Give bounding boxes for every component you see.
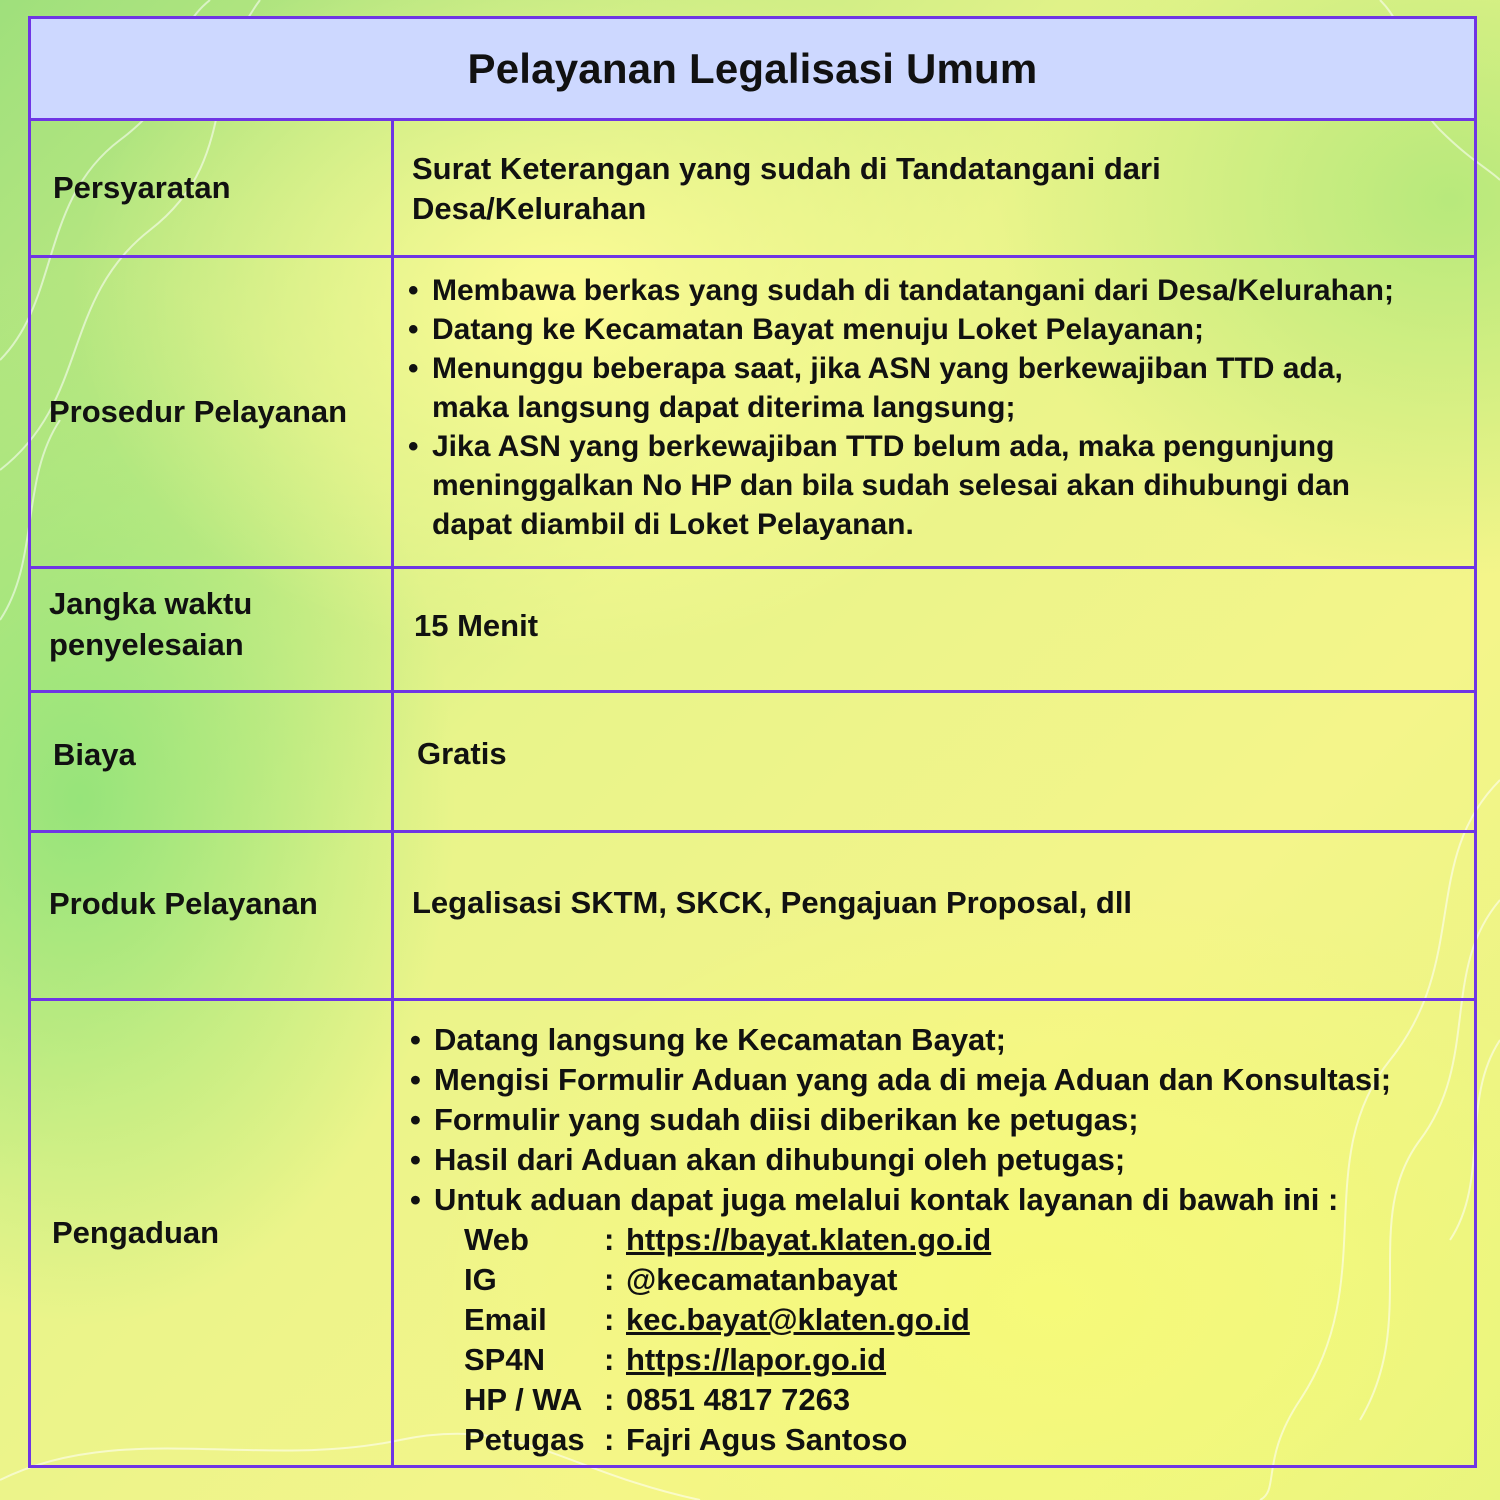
row-produk — [31, 833, 1474, 1001]
prosedur-list — [408, 271, 1460, 544]
contact-row-web — [464, 1220, 991, 1260]
list-item: • Jika ASN yang berkewajiban TTD belum ada, maka pengunjung meninggalkan No HP dan bila sudah selesai akan dihubungi dan dapat diambil di Loket Pelayanan. — [432, 427, 1460, 544]
label-biaya: Biaya — [31, 693, 394, 830]
contact-label: SP4N — [464, 1342, 545, 1377]
value-pengaduan — [394, 1001, 1474, 1465]
contact-row-email — [464, 1300, 991, 1340]
contact-separator: : — [604, 1422, 615, 1457]
list-item: • Menunggu beberapa saat, jika ASN yang berkewajiban TTD ada, maka langsung dapat diterima langsung; — [432, 349, 1460, 427]
page-title: Pelayanan Legalisasi Umum — [467, 44, 1038, 92]
row-pengaduan — [31, 1001, 1474, 1465]
contact-label: Email — [464, 1302, 547, 1337]
contact-petugas-value: Fajri Agus Santoso — [626, 1422, 908, 1457]
value-biaya: Gratis — [417, 736, 507, 772]
label-produk: Produk Pelayanan — [31, 833, 394, 998]
contact-label: HP / WA — [464, 1382, 583, 1417]
contact-label: IG — [464, 1262, 497, 1297]
contact-ig-value: @kecamatanbayat — [626, 1262, 898, 1297]
list-item: • Membawa berkas yang sudah di tandatangani dari Desa/Kelurahan; — [432, 271, 1460, 310]
list-item: • Datang ke Kecamatan Bayat menuju Loket Pelayanan; — [432, 310, 1460, 349]
label-prosedur: Prosedur Pelayanan — [31, 258, 394, 566]
list-item: • Untuk aduan dapat juga melalui kontak layanan di bawah ini : — [434, 1180, 1460, 1220]
contact-list — [464, 1220, 991, 1460]
label-persyaratan: Persyaratan — [31, 121, 394, 255]
row-biaya — [31, 693, 1474, 833]
contact-row-petugas — [464, 1420, 991, 1460]
row-prosedur — [31, 258, 1474, 569]
service-info-table — [28, 16, 1477, 1468]
contact-separator: : — [604, 1342, 615, 1377]
list-item: • Formulir yang sudah diisi diberikan ke petugas; — [434, 1100, 1460, 1140]
contact-email-link[interactable]: kec.bayat@klaten.go.id — [626, 1302, 970, 1337]
value-persyaratan-line2: Desa/Kelurahan — [412, 191, 647, 227]
label-pengaduan: Pengaduan — [31, 1001, 394, 1465]
label-jangka-waktu — [31, 569, 394, 690]
list-item: • Mengisi Formulir Aduan yang ada di meja Aduan dan Konsultasi; — [434, 1060, 1460, 1100]
title-bar — [31, 19, 1474, 121]
contact-separator: : — [604, 1262, 615, 1297]
row-persyaratan — [31, 121, 1474, 258]
contact-label: Petugas — [464, 1422, 585, 1457]
list-item: • Hasil dari Aduan akan dihubungi oleh petugas; — [434, 1140, 1460, 1180]
contact-hp-value: 0851 4817 7263 — [626, 1382, 851, 1417]
contact-separator: : — [604, 1222, 615, 1257]
row-jangka-waktu — [31, 569, 1474, 693]
contact-web-link[interactable]: https://bayat.klaten.go.id — [626, 1222, 992, 1257]
contact-row-ig — [464, 1260, 991, 1300]
contact-sp4n-link[interactable]: https://lapor.go.id — [626, 1342, 887, 1377]
value-prosedur — [394, 258, 1474, 566]
value-jangka-waktu: 15 Menit — [414, 608, 539, 644]
contact-label: Web — [464, 1222, 529, 1257]
label-jangka-waktu-line2: penyelesaian — [49, 627, 244, 662]
label-jangka-waktu-line1: Jangka waktu — [49, 586, 253, 621]
contact-row-hp — [464, 1380, 991, 1420]
value-persyaratan-line1: Surat Keterangan yang sudah di Tandatangani dari — [412, 151, 1161, 186]
list-item: • Datang langsung ke Kecamatan Bayat; — [434, 1020, 1460, 1060]
contact-separator: : — [604, 1302, 615, 1337]
pengaduan-list — [410, 1020, 1460, 1220]
value-produk: Legalisasi SKTM, SKCK, Pengajuan Proposal, dll — [412, 885, 1133, 921]
contact-separator: : — [604, 1382, 615, 1417]
contact-row-sp4n — [464, 1340, 991, 1380]
value-persyaratan — [394, 121, 1474, 255]
